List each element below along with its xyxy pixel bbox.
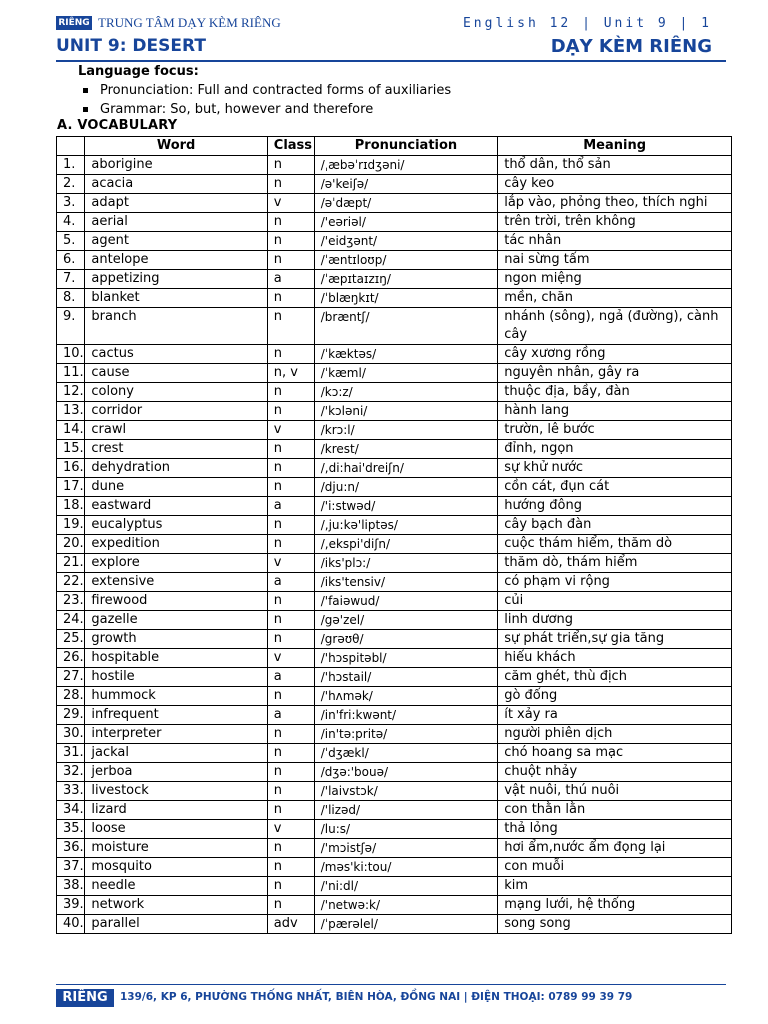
row-meaning: thăm dò, thám hiểm	[498, 554, 732, 573]
row-number: 30.	[57, 725, 85, 744]
row-pronunciation: /krɔ:l/	[314, 421, 497, 440]
row-word: eastward	[85, 497, 267, 516]
table-row	[57, 535, 732, 554]
row-pronunciation: /'faiəwud/	[314, 592, 497, 611]
row-meaning: thả lỏng	[498, 820, 732, 839]
row-pronunciation: /'lizəd/	[314, 801, 497, 820]
table-row	[57, 668, 732, 687]
row-meaning: chó hoang sa mạc	[498, 744, 732, 763]
row-number: 12.	[57, 383, 85, 402]
row-class: n	[267, 763, 314, 782]
row-meaning: ngon miệng	[498, 270, 732, 289]
row-meaning: hành lang	[498, 402, 732, 421]
row-meaning: linh dương	[498, 611, 732, 630]
table-row	[57, 459, 732, 478]
row-pronunciation: /'ni:dl/	[314, 877, 497, 896]
row-number: 6.	[57, 251, 85, 270]
row-number: 31.	[57, 744, 85, 763]
row-word: explore	[85, 554, 267, 573]
table-row	[57, 611, 732, 630]
row-class: n	[267, 345, 314, 364]
table-row	[57, 308, 732, 345]
row-class: n	[267, 175, 314, 194]
footer-address: 139/6, KP 6, PHƯỜNG THỐNG NHẤT, BIÊN HÒA, ĐỒNG NAI | ĐIỆN THOẠI: 0789 99 39 79	[120, 991, 633, 1003]
table-row	[57, 232, 732, 251]
row-class: n	[267, 687, 314, 706]
section-title-vocabulary: A. VOCABULARY	[57, 118, 178, 133]
row-word: aerial	[85, 213, 267, 232]
row-meaning: gò đống	[498, 687, 732, 706]
row-class: a	[267, 270, 314, 289]
table-row	[57, 573, 732, 592]
row-number: 29.	[57, 706, 85, 725]
row-word: aborigine	[85, 156, 267, 175]
row-word: crest	[85, 440, 267, 459]
row-word: antelope	[85, 251, 267, 270]
row-number: 37.	[57, 858, 85, 877]
row-meaning: cây xương rồng	[498, 345, 732, 364]
row-word: eucalyptus	[85, 516, 267, 535]
row-meaning: chuột nhảy	[498, 763, 732, 782]
row-number: 36.	[57, 839, 85, 858]
row-word: hostile	[85, 668, 267, 687]
table-row	[57, 289, 732, 308]
table-row	[57, 175, 732, 194]
row-word: cactus	[85, 345, 267, 364]
row-number: 27.	[57, 668, 85, 687]
row-word: moisture	[85, 839, 267, 858]
row-pronunciation: /kɔ:z/	[314, 383, 497, 402]
row-class: n	[267, 877, 314, 896]
row-number: 26.	[57, 649, 85, 668]
row-class: a	[267, 668, 314, 687]
header-class: Class	[267, 137, 314, 156]
row-meaning: căm ghét, thù địch	[498, 668, 732, 687]
row-class: n	[267, 289, 314, 308]
row-meaning: vật nuôi, thú nuôi	[498, 782, 732, 801]
row-meaning: trườn, lê bước	[498, 421, 732, 440]
row-class: n	[267, 251, 314, 270]
row-number: 18.	[57, 497, 85, 516]
row-pronunciation: /ˌæbəˈrɪdʒəni/	[314, 156, 497, 175]
row-class: n	[267, 725, 314, 744]
row-class: n	[267, 402, 314, 421]
table-row	[57, 801, 732, 820]
table-row	[57, 630, 732, 649]
table-row	[57, 213, 732, 232]
row-pronunciation: /'kɔləni/	[314, 402, 497, 421]
row-pronunciation: /ə'keiʃə/	[314, 175, 497, 194]
row-pronunciation: /'hʌmək/	[314, 687, 497, 706]
row-word: dehydration	[85, 459, 267, 478]
row-class: n	[267, 782, 314, 801]
row-pronunciation: /gə'zel/	[314, 611, 497, 630]
row-pronunciation: /ˈkæml/	[314, 364, 497, 383]
row-class: adv	[267, 915, 314, 934]
row-class: a	[267, 573, 314, 592]
header-meaning: Meaning	[498, 137, 732, 156]
row-number: 13.	[57, 402, 85, 421]
row-word: dune	[85, 478, 267, 497]
row-pronunciation: /məs'ki:tou/	[314, 858, 497, 877]
row-class: a	[267, 497, 314, 516]
row-word: hospitable	[85, 649, 267, 668]
row-class: n	[267, 383, 314, 402]
row-class: n	[267, 213, 314, 232]
row-class: n	[267, 839, 314, 858]
row-pronunciation: /əˈdæpt/	[314, 194, 497, 213]
row-meaning: ít xảy ra	[498, 706, 732, 725]
row-class: n	[267, 440, 314, 459]
language-focus-title: Language focus:	[78, 64, 199, 79]
footer-logo: RIÊNG	[56, 989, 114, 1007]
row-meaning: sự khử nước	[498, 459, 732, 478]
table-row	[57, 782, 732, 801]
row-meaning: nhánh (sông), ngả (đường), cành cây	[498, 308, 732, 345]
table-row	[57, 478, 732, 497]
course-info: English 12 | Unit 9 | 1	[462, 16, 712, 31]
row-word: acacia	[85, 175, 267, 194]
row-class: n	[267, 896, 314, 915]
row-pronunciation: /iks'plɔ:/	[314, 554, 497, 573]
row-class: v	[267, 649, 314, 668]
row-number: 4.	[57, 213, 85, 232]
table-row	[57, 915, 732, 934]
footer-divider	[56, 984, 726, 985]
row-word: loose	[85, 820, 267, 839]
row-word: livestock	[85, 782, 267, 801]
row-pronunciation: /bræntʃ/	[314, 308, 497, 345]
row-meaning: con muỗi	[498, 858, 732, 877]
row-class: n, v	[267, 364, 314, 383]
row-number: 11.	[57, 364, 85, 383]
row-meaning: lắp vào, phỏng theo, thích nghi	[498, 194, 732, 213]
table-row	[57, 270, 732, 289]
row-pronunciation: /'hɔstail/	[314, 668, 497, 687]
header-number	[57, 137, 85, 156]
row-meaning: nai sừng tấm	[498, 251, 732, 270]
row-class: v	[267, 194, 314, 213]
row-word: network	[85, 896, 267, 915]
vocabulary-table	[56, 136, 732, 934]
row-number: 33.	[57, 782, 85, 801]
row-class: n	[267, 459, 314, 478]
row-number: 10.	[57, 345, 85, 364]
row-pronunciation: /ˈæntɪloʊp/	[314, 251, 497, 270]
row-pronunciation: /'eəriəl/	[314, 213, 497, 232]
row-meaning: hiếu khách	[498, 649, 732, 668]
row-pronunciation: /'netwə:k/	[314, 896, 497, 915]
row-number: 25.	[57, 630, 85, 649]
page-header	[56, 12, 716, 62]
row-word: lizard	[85, 801, 267, 820]
row-pronunciation: /'laivstɔk/	[314, 782, 497, 801]
table-header-row	[57, 137, 732, 156]
row-number: 17.	[57, 478, 85, 497]
row-meaning: hướng đông	[498, 497, 732, 516]
row-word: cause	[85, 364, 267, 383]
row-number: 1.	[57, 156, 85, 175]
language-focus	[78, 62, 451, 119]
row-pronunciation: /,ekspi'diʃn/	[314, 535, 497, 554]
row-pronunciation: /in'fri:kwənt/	[314, 706, 497, 725]
row-meaning: thuộc địa, bầy, đàn	[498, 383, 732, 402]
row-pronunciation: /ˈblæŋkɪt/	[314, 289, 497, 308]
row-class: n	[267, 308, 314, 345]
row-number: 28.	[57, 687, 85, 706]
row-number: 39.	[57, 896, 85, 915]
table-row	[57, 820, 732, 839]
row-pronunciation: /dju:n/	[314, 478, 497, 497]
row-number: 35.	[57, 820, 85, 839]
row-number: 38.	[57, 877, 85, 896]
row-number: 32.	[57, 763, 85, 782]
row-word: crawl	[85, 421, 267, 440]
row-number: 22.	[57, 573, 85, 592]
brand-logo: RIÊNG	[56, 16, 92, 30]
row-class: n	[267, 478, 314, 497]
row-class: n	[267, 801, 314, 820]
center-name: TRUNG TÂM DẠY KÈM RIÊNG	[98, 15, 281, 30]
row-word: firewood	[85, 592, 267, 611]
row-pronunciation: /lu:s/	[314, 820, 497, 839]
row-word: needle	[85, 877, 267, 896]
row-meaning: cồn cát, đụn cát	[498, 478, 732, 497]
row-pronunciation: /dʒə:'bouə/	[314, 763, 497, 782]
row-word: mosquito	[85, 858, 267, 877]
row-class: n	[267, 611, 314, 630]
row-word: interpreter	[85, 725, 267, 744]
table-row	[57, 649, 732, 668]
focus-item-grammar: Grammar: So, but, however and therefore	[78, 100, 451, 119]
table-row	[57, 345, 732, 364]
row-meaning: trên trời, trên không	[498, 213, 732, 232]
row-word: colony	[85, 383, 267, 402]
row-pronunciation: /krest/	[314, 440, 497, 459]
table-row	[57, 554, 732, 573]
row-pronunciation: /'i:stwəd/	[314, 497, 497, 516]
row-meaning: tác nhân	[498, 232, 732, 251]
table-row	[57, 383, 732, 402]
row-meaning: con thằn lằn	[498, 801, 732, 820]
row-class: n	[267, 156, 314, 175]
row-meaning: người phiên dịch	[498, 725, 732, 744]
row-pronunciation: /ˈæpɪtaɪzɪŋ/	[314, 270, 497, 289]
row-class: n	[267, 744, 314, 763]
row-number: 23.	[57, 592, 85, 611]
table-row	[57, 194, 732, 213]
header-word: Word	[85, 137, 267, 156]
row-meaning: có phạm vi rộng	[498, 573, 732, 592]
row-number: 15.	[57, 440, 85, 459]
table-row	[57, 706, 732, 725]
row-pronunciation: /,ju:kə'liptəs/	[314, 516, 497, 535]
row-number: 20.	[57, 535, 85, 554]
row-number: 9.	[57, 308, 85, 345]
row-meaning: cây bạch đàn	[498, 516, 732, 535]
row-class: v	[267, 820, 314, 839]
row-pronunciation: /grəʊθ/	[314, 630, 497, 649]
row-word: blanket	[85, 289, 267, 308]
table-row	[57, 440, 732, 459]
row-number: 40.	[57, 915, 85, 934]
row-word: agent	[85, 232, 267, 251]
table-row	[57, 592, 732, 611]
row-meaning: cuộc thám hiểm, thăm dò	[498, 535, 732, 554]
row-class: v	[267, 554, 314, 573]
table-row	[57, 744, 732, 763]
row-class: v	[267, 421, 314, 440]
row-meaning: song song	[498, 915, 732, 934]
table-row	[57, 687, 732, 706]
row-meaning: cây keo	[498, 175, 732, 194]
row-number: 21.	[57, 554, 85, 573]
row-word: gazelle	[85, 611, 267, 630]
row-meaning: hơi ẩm,nước ẩm đọng lại	[498, 839, 732, 858]
row-number: 16.	[57, 459, 85, 478]
row-class: n	[267, 516, 314, 535]
row-class: n	[267, 232, 314, 251]
row-word: appetizing	[85, 270, 267, 289]
row-number: 24.	[57, 611, 85, 630]
focus-item-pronunciation: Pronunciation: Full and contracted forms of auxiliaries	[78, 81, 451, 100]
row-word: hummock	[85, 687, 267, 706]
table-row	[57, 763, 732, 782]
table-row	[57, 251, 732, 270]
row-class: a	[267, 706, 314, 725]
row-pronunciation: /iks'tensiv/	[314, 573, 497, 592]
row-class: n	[267, 535, 314, 554]
table-row	[57, 725, 732, 744]
row-word: jerboa	[85, 763, 267, 782]
row-word: expedition	[85, 535, 267, 554]
table-row	[57, 421, 732, 440]
row-number: 8.	[57, 289, 85, 308]
row-pronunciation: /'hɔspitəbl/	[314, 649, 497, 668]
table-row	[57, 877, 732, 896]
row-word: infrequent	[85, 706, 267, 725]
row-number: 19.	[57, 516, 85, 535]
row-word: parallel	[85, 915, 267, 934]
row-meaning: đỉnh, ngọn	[498, 440, 732, 459]
row-pronunciation: /ˈdʒækl/	[314, 744, 497, 763]
row-word: branch	[85, 308, 267, 345]
table-row	[57, 497, 732, 516]
table-row	[57, 156, 732, 175]
row-class: n	[267, 858, 314, 877]
table-row	[57, 858, 732, 877]
page-title: UNIT 9: DESERT	[56, 36, 206, 56]
row-number: 34.	[57, 801, 85, 820]
row-meaning: nguyên nhân, gây ra	[498, 364, 732, 383]
table-row	[57, 896, 732, 915]
row-number: 2.	[57, 175, 85, 194]
row-number: 5.	[57, 232, 85, 251]
row-pronunciation: /'eidʒənt/	[314, 232, 497, 251]
row-pronunciation: /,di:hai'dreiʃn/	[314, 459, 497, 478]
row-meaning: củi	[498, 592, 732, 611]
row-number: 14.	[57, 421, 85, 440]
row-number: 3.	[57, 194, 85, 213]
brand-name: DẠY KÈM RIÊNG	[550, 36, 712, 57]
row-word: jackal	[85, 744, 267, 763]
row-meaning: mền, chăn	[498, 289, 732, 308]
row-meaning: mạng lưới, hệ thống	[498, 896, 732, 915]
row-word: growth	[85, 630, 267, 649]
row-class: n	[267, 630, 314, 649]
row-word: corridor	[85, 402, 267, 421]
row-meaning: thổ dân, thổ sản	[498, 156, 732, 175]
header-pronunciation: Pronunciation	[314, 137, 497, 156]
row-pronunciation: /ˈpærəlel/	[314, 915, 497, 934]
row-word: extensive	[85, 573, 267, 592]
row-class: n	[267, 592, 314, 611]
row-meaning: sự phát triển,sự gia tăng	[498, 630, 732, 649]
table-row	[57, 402, 732, 421]
row-meaning: kim	[498, 877, 732, 896]
row-pronunciation: /in'tə:pritə/	[314, 725, 497, 744]
row-number: 7.	[57, 270, 85, 289]
table-row	[57, 516, 732, 535]
table-row	[57, 364, 732, 383]
row-word: adapt	[85, 194, 267, 213]
table-row	[57, 839, 732, 858]
row-pronunciation: /ˈkæktəs/	[314, 345, 497, 364]
row-pronunciation: /'mɔistʃə/	[314, 839, 497, 858]
